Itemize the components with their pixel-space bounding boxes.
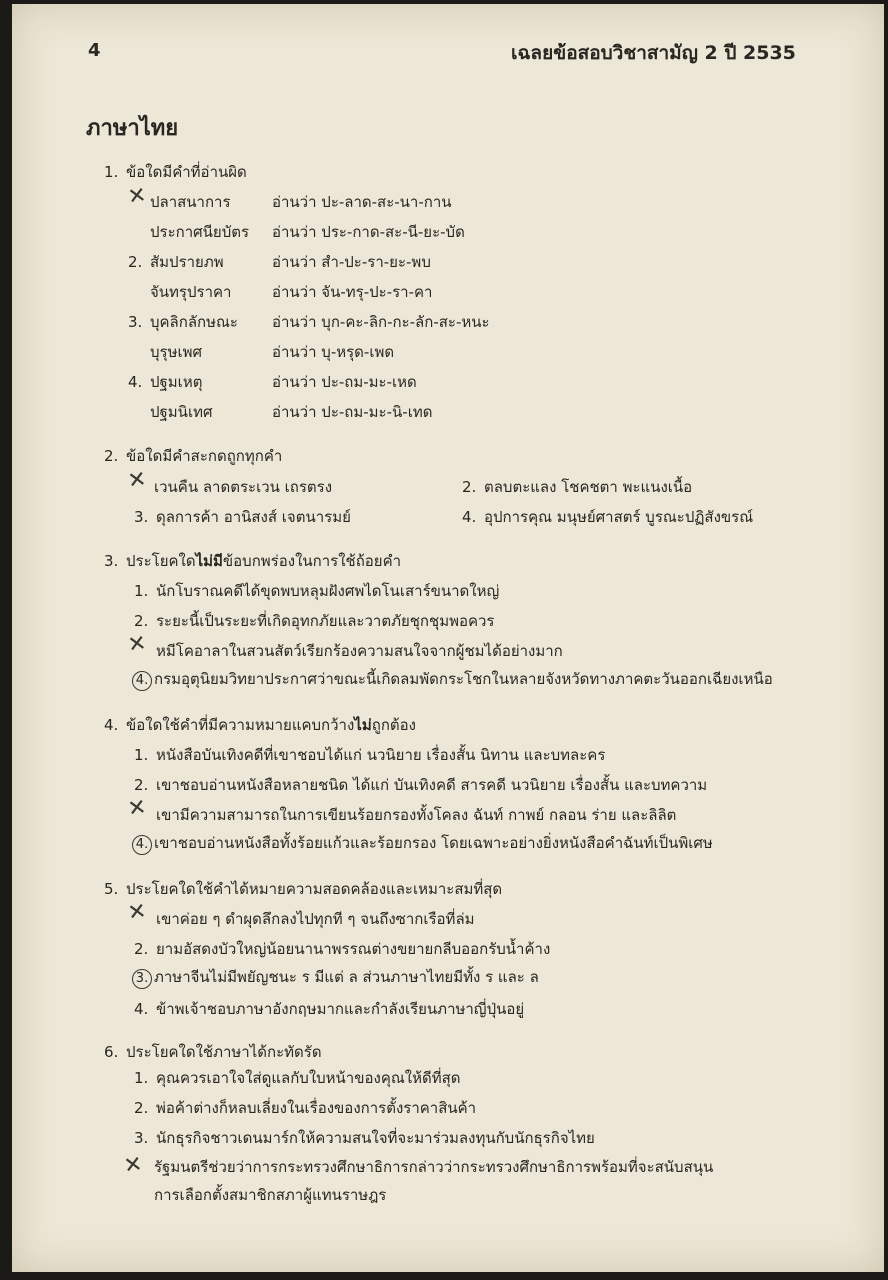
word: ปฐมนิเทศ — [150, 403, 213, 421]
reading: อ่านว่า บุ-หรุด-เพด — [272, 343, 395, 361]
option-3: หมีโคอาลาในสวนสัตว์เรียกร้องความสนใจจากผู้ชมได้อย่างมาก — [156, 642, 563, 660]
answer-circle: 4. — [132, 835, 152, 855]
question-1: 1. ข้อใดมีคำที่อ่านผิด — [104, 163, 247, 181]
option-2: 2. ระยะนี้เป็นระยะที่เกิดอุทกภัยและวาตภัยชุกชุมพอควร — [134, 612, 495, 630]
option-3: 3. ดุลการค้า อานิสงส์ เจตนารมย์ — [134, 508, 351, 526]
answer-circle: 3. — [132, 969, 152, 989]
reading: อ่านว่า ปะ-ถม-มะ-เหด — [272, 373, 417, 391]
option-4: 4. ข้าพเจ้าชอบภาษาอังกฤษมากและกำลังเรียนภาษาญี่ปุ่นอยู่ — [134, 1000, 525, 1018]
option-3: 3. ภาษาจีนไม่มีพยัญชนะ ร มีแต่ ล ส่วนภาษาไทยมีทั้ง ร และ ล — [132, 965, 539, 989]
option-4: รัฐมนตรีช่วยว่าการกระทรวงศึกษาธิการกล่าวว่ากระทรวงศึกษาธิการพร้อมที่จะสนับสนุน — [154, 1158, 714, 1176]
page-number: 4 — [88, 40, 101, 61]
section-title: ภาษาไทย — [86, 116, 179, 141]
option-row — [128, 340, 394, 364]
question-2: 2. ข้อใดมีคำสะกดถูกทุกคำ — [104, 447, 283, 465]
option-1: 1. คุณควรเอาใจใส่ดูแลกับใบหน้าของคุณให้ดีที่สุด — [134, 1069, 461, 1087]
word: จันทรุปราคา — [150, 283, 232, 301]
option-4: 4. อุปการคุณ มนุษย์ศาสตร์ บูรณะปฏิสังขรณ์ — [462, 508, 754, 526]
option-row: 3. บุคลิกลักษณะ อ่านว่า บุก-คะ-ลิก-กะ-ลัก-สะ-หนะ — [128, 310, 490, 334]
reading: อ่านว่า จัน-ทรุ-ปะ-รา-คา — [272, 283, 433, 301]
reading: อ่านว่า บุก-คะ-ลิก-กะ-ลัก-สะ-หนะ — [272, 313, 490, 331]
option-2: 2. เขาชอบอ่านหนังสือหลายชนิด ได้แก่ บันเทิงคดี สารคดี นวนิยาย เรื่องสั้น และบทความ — [134, 776, 708, 794]
word: บุรุษเพศ — [150, 343, 203, 361]
answer-cross-mark: ✕ — [126, 794, 149, 823]
running-header: เฉลยข้อสอบวิชาสามัญ 2 ปี 2535 — [511, 42, 796, 64]
word: บุคลิกลักษณะ — [150, 313, 238, 331]
option-3: 3. นักธุรกิจชาวเดนมาร์กให้ความสนใจที่จะมาร่วมลงทุนกับนักธุรกิจไทย — [134, 1129, 595, 1147]
option-1: เขาค่อย ๆ ดำผุดลึกลงไปทุกที ๆ จนถึงซากเรือที่ล่ม — [156, 910, 475, 928]
word: ประกาศนียบัตร — [150, 223, 250, 241]
option-4: 4. เขาชอบอ่านหนังสือทั้งร้อยแก้วและร้อยกรอง โดยเฉพาะอย่างยิ่งหนังสือคำฉันท์เป็นพิเศษ — [132, 831, 713, 855]
option-row: 2. สัมปรายภพ อ่านว่า สำ-ปะ-รา-ยะ-พบ — [128, 250, 431, 274]
reading: อ่านว่า ประ-กาด-สะ-นี-ยะ-บัด — [272, 223, 465, 241]
answer-cross-mark: ✕ — [126, 466, 149, 495]
option-row — [128, 400, 432, 424]
question-3: 3. ประโยคใดไม่มีข้อบกพร่องในการใช้ถ้อยคำ — [104, 552, 402, 570]
option-3: เขามีความสามารถในการเขียนร้อยกรองทั้งโคลง ฉันท์ กาพย์ กลอน ร่าย และลิลิต — [156, 806, 677, 824]
word: สัมปรายภพ — [150, 253, 224, 271]
option-2: 2. ตลบตะแลง โชคชตา พะแนงเนื้อ — [462, 478, 693, 496]
option-1: เวนคืน ลาดตระเวน เถรตรง — [154, 478, 333, 496]
question-6: 6. ประโยคใดใช้ภาษาได้กะทัดรัด — [104, 1043, 322, 1061]
option-row — [128, 190, 452, 214]
answer-cross-mark: ✕ — [126, 630, 149, 659]
option-2: 2. ยามอัสดงบัวใหญ่น้อยนานาพรรณต่างขยายกลีบออกรับน้ำค้าง — [134, 940, 551, 958]
option-2: 2. พ่อค้าต่างก็หลบเลี่ยงในเรื่องของการตั้งราคาสินค้า — [134, 1099, 477, 1117]
question-5: 5. ประโยคใดใช้คำได้หมายความสอดคล้องและเหมาะสมที่สุด — [104, 880, 503, 898]
option-1: 1. นักโบราณคดีได้ขุดพบหลุมฝังศพไดโนเสาร์ขนาดใหญ่ — [134, 582, 500, 600]
reading: อ่านว่า ปะ-ลาด-สะ-นา-กาน — [272, 193, 452, 211]
option-4: 4. กรมอุตุนิยมวิทยาประกาศว่าขณะนี้เกิดลมพัดกระโชกในหลายจังหวัดทางภาคตะวันออกเฉียงเหนือ — [132, 667, 773, 691]
word: ปลาสนาการ — [150, 193, 231, 211]
question-4: 4. ข้อใดใช้คำที่มีความหมายแคบกว้างไม่ถูกต้อง — [104, 716, 416, 734]
option-1: 1. หนังสือบันเทิงคดีที่เขาชอบได้แก่ นวนิยาย เรื่องสั้น นิทาน และบทละคร — [134, 746, 606, 764]
option-row: 4. ปฐมเหตุ อ่านว่า ปะ-ถม-มะ-เหด — [128, 370, 417, 394]
option-row — [128, 280, 432, 304]
option-4-continued: การเลือกตั้งสมาชิกสภาผู้แทนราษฎร — [154, 1186, 387, 1204]
answer-circle: 4. — [132, 671, 152, 691]
reading: อ่านว่า สำ-ปะ-รา-ยะ-พบ — [272, 253, 431, 271]
option-row — [128, 220, 465, 244]
answer-cross-mark: ✕ — [126, 898, 149, 927]
word: ปฐมเหตุ — [150, 373, 203, 391]
reading: อ่านว่า ปะ-ถม-มะ-นิ-เทด — [272, 403, 433, 421]
answer-cross-mark: ✕ — [126, 182, 149, 211]
answer-cross-mark: ✕ — [122, 1151, 145, 1180]
